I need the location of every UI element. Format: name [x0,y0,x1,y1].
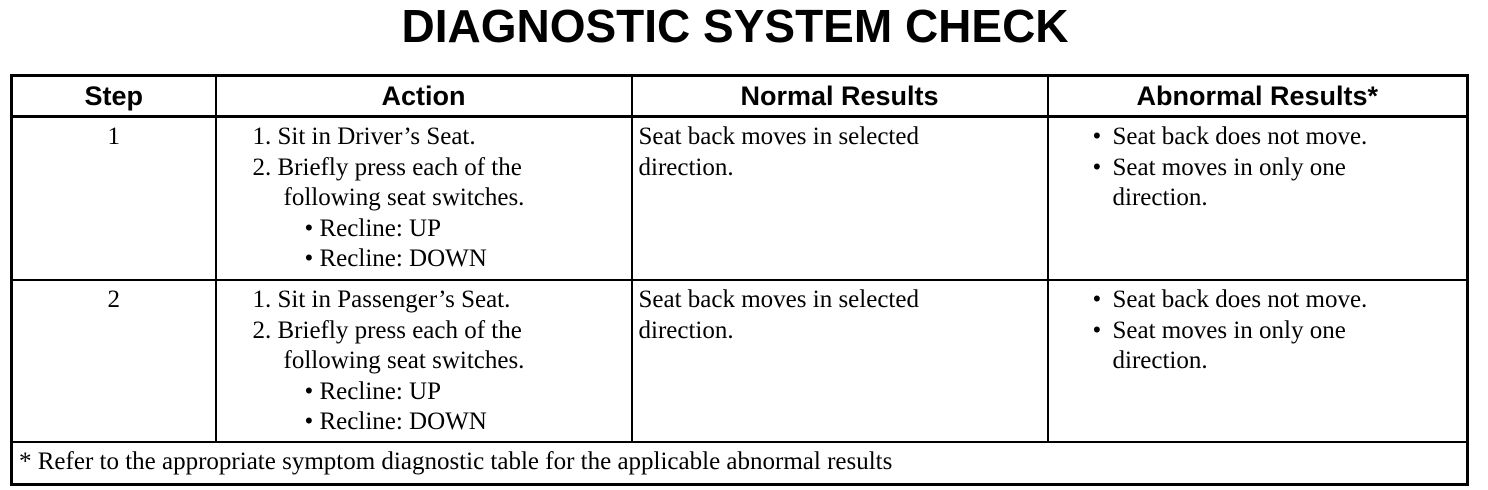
abnormal-result-line: direction. [1112,184,1208,211]
header-abnormal-results: Abnormal Results* [1048,76,1468,117]
action-line: 2. Briefly press each of the [252,316,522,344]
header-normal-results: Normal Results [632,76,1048,117]
abnormal-result-line: Seat moves in only one [1112,153,1346,181]
abnormal-result-cell [1048,117,1468,281]
table-row [12,117,1468,281]
action-line: 1. Sit in Driver’s Seat. [252,123,476,150]
action-line: following seat switches. [283,184,525,211]
abnormal-result-item [1093,316,1467,377]
normal-result-cell [632,280,1048,442]
normal-result-line: direction. [638,153,734,181]
step-number: 1 [12,117,216,281]
table-row [12,280,1468,442]
table-header-row [12,76,1468,117]
action-line: 1. Sit in Passenger’s Seat. [252,286,511,313]
action-line: • Recline: DOWN [304,245,487,272]
bullet: • [1092,123,1102,150]
footnote-row [12,442,1468,485]
action-line: • Recline: UP [304,214,442,242]
abnormal-result-line: Seat back does not move. [1112,286,1368,313]
normal-result-line: Seat back moves in selected [638,123,919,150]
abnormal-result-line: Seat moves in only one [1112,316,1346,344]
abnormal-result-item [1093,153,1467,214]
header-action: Action [216,76,632,117]
bullet: • [1092,316,1102,344]
action-line: following seat switches. [283,347,525,374]
abnormal-result-line: Seat back does not move. [1112,123,1368,150]
abnormal-result-item [1093,285,1467,316]
bullet: • [1092,153,1102,181]
normal-result-cell [632,117,1048,281]
abnormal-result-item [1093,122,1467,153]
abnormal-result-line: direction. [1112,347,1208,374]
normal-result-line: Seat back moves in selected [638,286,919,313]
abnormal-result-cell [1048,280,1468,442]
normal-result-line: direction. [638,316,734,344]
action-line: • Recline: UP [304,377,442,405]
action-cell [216,280,632,442]
action-line: • Recline: DOWN [304,408,487,435]
action-cell [216,117,632,281]
footnote: * Refer to the appropriate symptom diagnostic table for the applicable abnormal results [12,442,1468,485]
action-line: 2. Briefly press each of the [252,153,522,181]
page-title: DIAGNOSTIC SYSTEM CHECK [401,0,1069,52]
diagnostic-table [10,74,1469,486]
header-step: Step [12,76,216,117]
step-number: 2 [12,280,216,442]
bullet: • [1092,286,1102,313]
